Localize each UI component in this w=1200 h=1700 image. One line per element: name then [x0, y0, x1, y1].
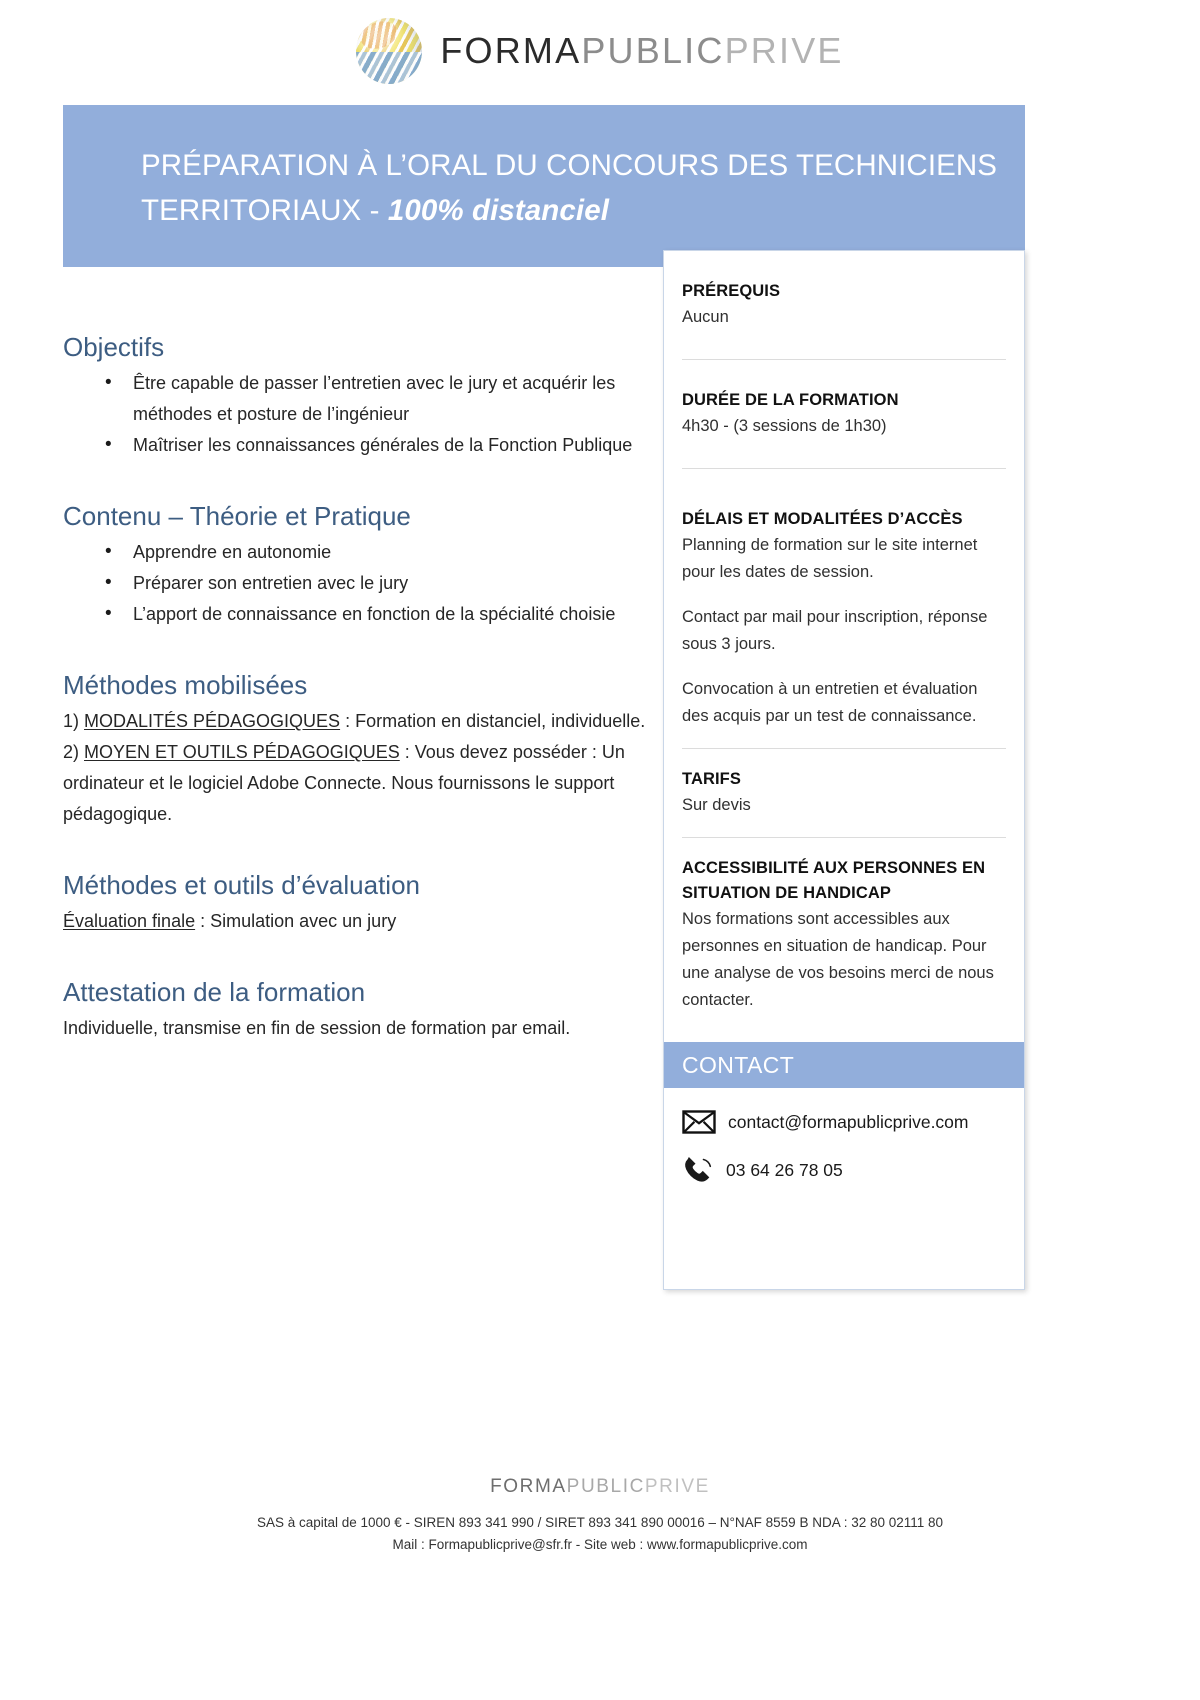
- section-heading-methodes-mobilisees: Méthodes mobilisées: [63, 670, 308, 700]
- list-item: • L’apport de connaissance en fonction de la spécialité choisie: [105, 599, 663, 630]
- spacer: [682, 586, 1006, 604]
- delais-paragraph-2: Contact par mail pour inscription, réponse sous 3 jours.: [682, 608, 988, 653]
- main-content-column: [63, 330, 663, 1044]
- title-banner: [63, 105, 1025, 267]
- contact-email-row[interactable]: [664, 1110, 1024, 1134]
- list-item: • Apprendre en autonomie: [105, 537, 663, 568]
- delais-paragraph-1: Planning de formation sur le site internet pour les dates de session.: [682, 536, 978, 581]
- brand-wordmark-prive: PRIVE: [724, 30, 844, 71]
- sidebar-block-accessibilite: [664, 856, 1024, 1014]
- methodes-item-2: [63, 737, 663, 830]
- delais-title: DÉLAIS ET MODALITÉES D’ACCÈS: [682, 510, 963, 528]
- phone-icon: [682, 1156, 714, 1184]
- accessibilite-title-line-2: SITUATION DE HANDICAP: [682, 884, 891, 902]
- spacer: [63, 630, 663, 668]
- envelope-icon: [682, 1110, 716, 1134]
- sidebar-block-duree: [664, 388, 1024, 440]
- page-footer: [0, 1476, 1200, 1556]
- evaluation-detail: : Simulation avec un jury: [195, 911, 397, 931]
- accessibilite-title-line-1: ACCESSIBILITÉ AUX PERSONNES EN: [682, 859, 986, 877]
- methodes-item-2-label: MOYEN ET OUTILS PÉDAGOGIQUES: [84, 742, 400, 762]
- methodes-item-1-number: 1): [63, 711, 85, 731]
- methodes-item-1: [63, 706, 663, 737]
- brand-wordmark-forma: FORMA: [440, 30, 582, 71]
- list-item: • Être capable de passer l’entretien avec le jury et acquérir les méthodes et posture de l’ingénieur: [105, 368, 663, 430]
- footer-brand-forma: FORMA: [490, 1476, 567, 1497]
- attestation-text: Individuelle, transmise en fin de session de formation par email.: [63, 1018, 571, 1038]
- info-sidebar-panel: [663, 250, 1025, 1290]
- duree-title: DURÉE DE LA FORMATION: [682, 391, 899, 409]
- spacer: [664, 497, 1024, 507]
- methodes-item-2-text: : Vous devez posséder : Un ordinateur et le logiciel Adobe Connecte. Nous fournissons le support pédagogique.: [63, 742, 625, 824]
- brand-wordmark-public: PUBLIC: [581, 30, 725, 71]
- spacer: [664, 819, 1024, 837]
- spacer: [664, 749, 1024, 767]
- section-heading-objectifs: Objectifs: [63, 332, 165, 362]
- spacer: [63, 937, 663, 975]
- title-line-2-italic: 100% distanciel: [387, 194, 610, 227]
- section-heading-evaluation: Méthodes et outils d’évaluation: [63, 870, 421, 900]
- brand-wordmark: [440, 30, 843, 72]
- accessibilite-text: Nos formations sont accessibles aux personnes en situation de handicap. Pour une analyse de vos besoins merci de nous contacter.: [682, 910, 994, 1009]
- methodes-item-1-label: MODALITÉS PÉDAGOGIQUES: [84, 711, 341, 731]
- spacer: [63, 461, 663, 499]
- page-header-logo: [0, 8, 1200, 94]
- spacer: [63, 830, 663, 868]
- tarifs-title: TARIFS: [682, 770, 741, 788]
- spacer: [664, 730, 1024, 748]
- footer-legal-line-2: Mail : Formapublicprive@sfr.fr - Site web : www.formapublicprive.com: [392, 1537, 808, 1552]
- spacer: [682, 658, 1006, 676]
- spacer: [664, 838, 1024, 856]
- title-line-1: PRÉPARATION À L’ORAL DU CONCOURS DES TECHNICIENS: [141, 149, 998, 182]
- contact-phone-text: 03 64 26 78 05: [726, 1160, 843, 1180]
- list-item: • Maîtriser les connaissances générales de la Fonction Publique: [105, 430, 663, 461]
- footer-legal-line-1: SAS à capital de 1000 € - SIREN 893 341 990 / SIRET 893 341 890 00016 – N°NAF 8559 B NDA : 32 80 02111 80: [256, 1515, 944, 1530]
- spacer: [664, 251, 1024, 279]
- objectifs-list: [63, 368, 663, 461]
- prerequis-title: PRÉREQUIS: [682, 282, 781, 300]
- spacer: [664, 469, 1024, 497]
- contact-section-header: [664, 1042, 1024, 1088]
- prerequis-text: Aucun: [682, 308, 729, 326]
- section-heading-attestation: Attestation de la formation: [63, 977, 366, 1007]
- sidebar-block-tarifs: [664, 767, 1024, 819]
- spacer: [664, 331, 1024, 359]
- tarifs-text: Sur devis: [682, 796, 751, 814]
- evaluation-label: Évaluation finale: [63, 911, 196, 931]
- section-heading-contenu: Contenu – Théorie et Pratique: [63, 501, 411, 531]
- spacer: [664, 360, 1024, 388]
- spacer: [664, 440, 1024, 468]
- sidebar-block-prerequis: [664, 279, 1024, 331]
- delais-paragraph-3: Convocation à un entretien et évaluation des acquis par un test de connaissance.: [682, 680, 978, 725]
- duree-text: 4h30 - (3 sessions de 1h30): [682, 417, 887, 435]
- evaluation-text: [63, 906, 663, 937]
- contenu-list: [63, 537, 663, 630]
- sidebar-block-delais: [664, 507, 1024, 730]
- contact-header-label: CONTACT: [682, 1051, 795, 1078]
- contact-email-text: contact@formapublicprive.com: [728, 1112, 969, 1132]
- list-item: • Préparer son entretien avec le jury: [105, 568, 663, 599]
- methodes-item-1-text: : Formation en distanciel, individuelle.: [340, 711, 646, 731]
- footer-brand-prive: PRIVE: [644, 1476, 710, 1497]
- footer-brand-public: PUBLIC: [566, 1476, 645, 1497]
- methodes-item-2-number: 2): [63, 742, 85, 762]
- contact-phone-row[interactable]: [664, 1156, 1024, 1184]
- title-line-2-plain: TERRITORIAUX -: [141, 194, 388, 227]
- title-line-2: [141, 188, 985, 233]
- footer-brand-wordmark: [0, 1476, 1200, 1498]
- spacer: [664, 1014, 1024, 1042]
- globe-icon: [356, 18, 422, 84]
